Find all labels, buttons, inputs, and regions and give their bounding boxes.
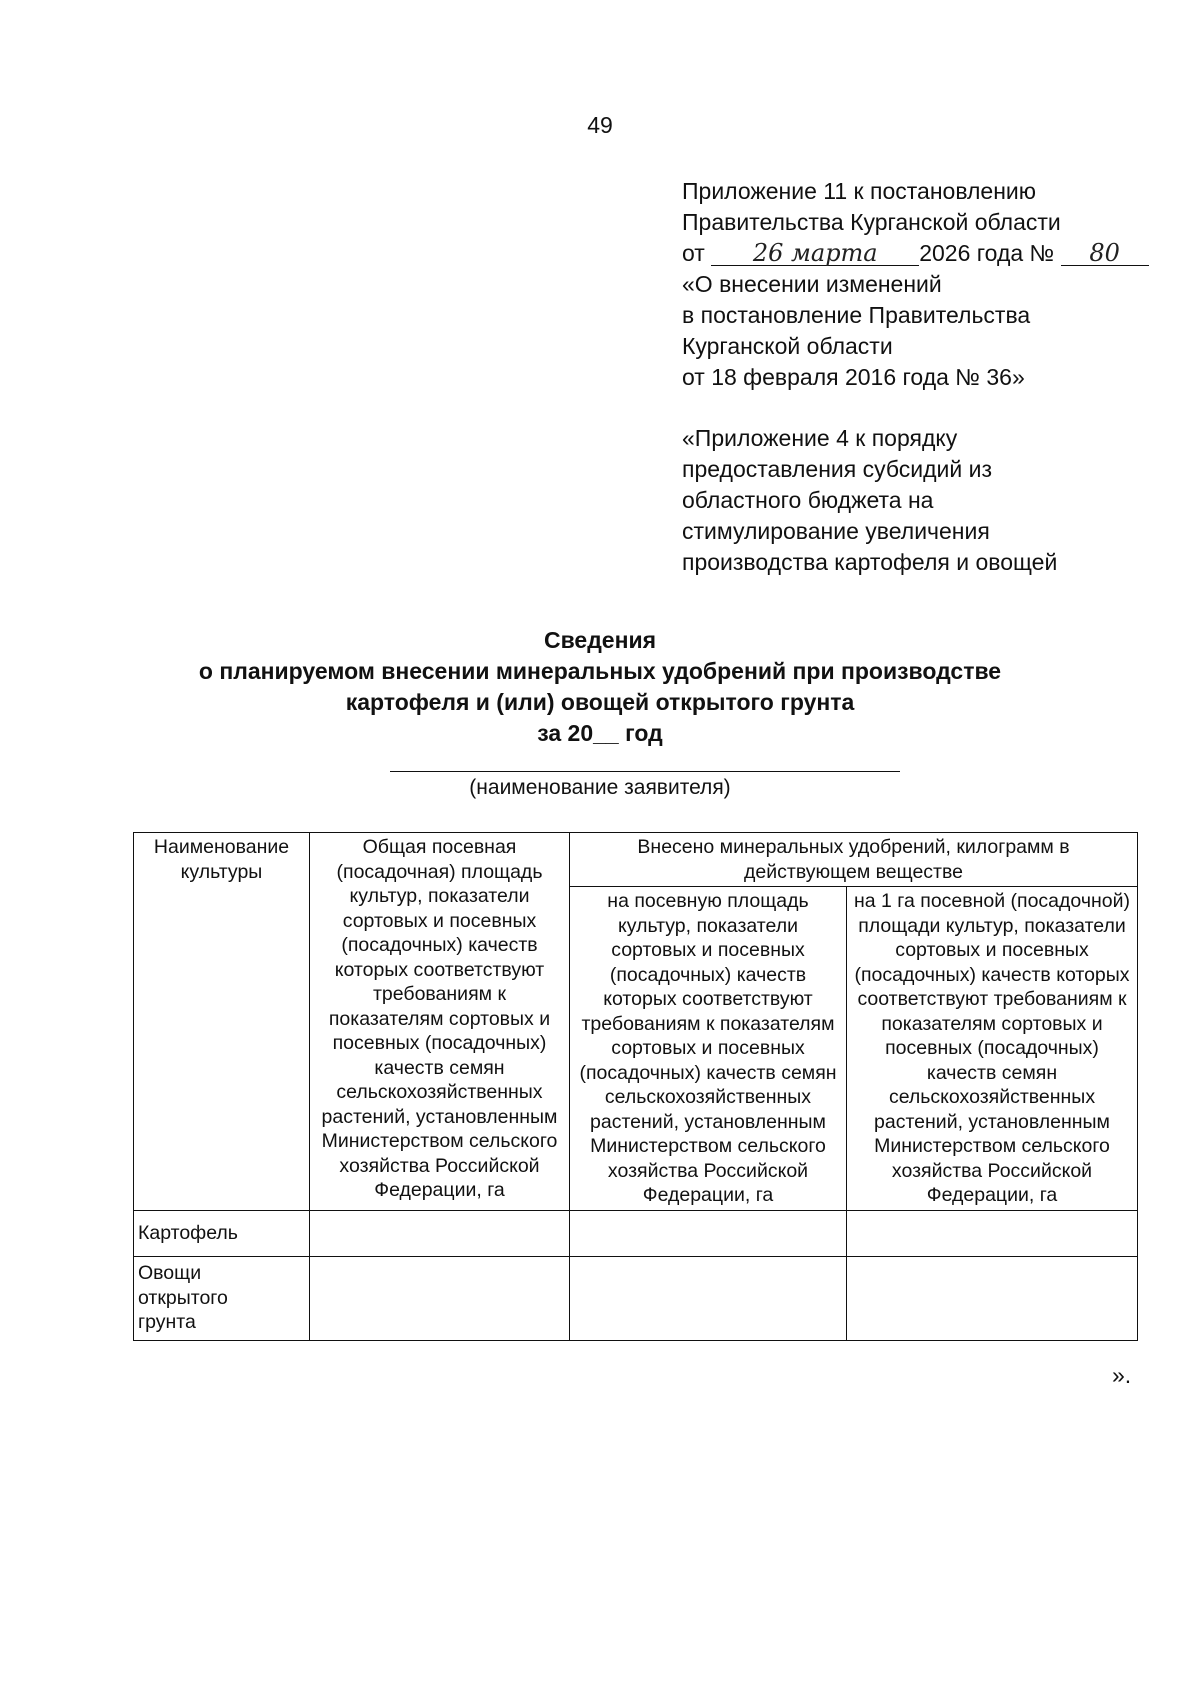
appendix-line-5: в постановление Правительства (682, 302, 1031, 328)
fertilizer-table (133, 832, 1138, 1341)
table-row (134, 1210, 1138, 1256)
applicant-name-line (390, 771, 900, 772)
header-total-area: Общая посевная (посадочная) площадь культур, показатели сортовых и посевных (посадочных) качеств которых соответствуют требованиям к показателям сортовых и посевных (посадочных) качеств семян сельскохозяйственных растений, установленным Министерством сельского хозяйства Российской Федерации, га (310, 833, 570, 1211)
appendix-line-6: Курганской области (682, 333, 893, 359)
header-row-1 (134, 833, 1138, 887)
title-line-4: за 20__ год (537, 720, 663, 746)
title-line-3: картофеля и (или) овощей открытого грунта (345, 689, 855, 715)
handwritten-date: 26 марта (711, 241, 919, 266)
appendix-line-2: Правительства Курганской области (682, 209, 1061, 235)
title-line-2: о планируемом внесении минеральных удобрений при производстве (198, 658, 1002, 684)
closing-quote: ». (1112, 1362, 1132, 1388)
appendix-line-4: «О внесении изменений (682, 271, 942, 297)
applicant-caption: (наименование заявителя) (469, 776, 731, 799)
title-line-1: Сведения (543, 627, 657, 653)
order-appendix-line-1: «Приложение 4 к порядку (682, 425, 958, 451)
appendix-block (682, 176, 1182, 578)
row-label (134, 1256, 310, 1340)
header-fertilizer-per-ha: на 1 га посевной (посадочной) площади культур, показатели сортовых и посевных (посадочных) качеств которых соответствуют требованиям к показателям сортовых и посевных (посадочных) качеств семян сельскохозяйственных растений, установленным Министерством сельского хозяйства Российской Федерации, га (847, 887, 1138, 1211)
handwritten-number: 80 (1061, 241, 1149, 266)
header-fertilizer-group: Внесено минеральных удобрений, килограмм в действующем веществе (570, 833, 1138, 887)
date-prefix: от (682, 240, 705, 266)
page-number: 49 (587, 112, 613, 138)
table-cell[interactable] (847, 1210, 1138, 1256)
header-fertilizer-total: на посевную площадь культур, показатели сортовых и посевных (посадочных) качеств которых соответствуют требованиям к показателям сортовых и посевных (посадочных) качеств семян сельскохозяйственных растений, установленным Министерством сельского хозяйства Российской Федерации, га (570, 887, 847, 1211)
order-appendix-line-3: областного бюджета на (682, 487, 934, 513)
table-cell[interactable] (310, 1256, 570, 1340)
row-label-text: Овощи открытого грунта (138, 1262, 228, 1334)
order-appendix-line-5: производства картофеля и овощей (682, 549, 1058, 575)
header-crop-name: Наименование культуры (134, 833, 310, 1211)
date-year: 2026 года № (919, 240, 1055, 266)
appendix-line-1: Приложение 11 к постановлению (682, 178, 1037, 204)
document-title (0, 625, 1200, 749)
table-cell[interactable] (570, 1256, 847, 1340)
table-cell[interactable] (310, 1210, 570, 1256)
table-cell[interactable] (570, 1210, 847, 1256)
appendix-line-7: от 18 февраля 2016 года № 36» (682, 364, 1025, 390)
appendix-date-line (682, 238, 1182, 269)
table-row (134, 1256, 1138, 1340)
order-appendix-line-4: стимулирование увеличения (682, 518, 990, 544)
row-label: Картофель (134, 1210, 310, 1256)
table-cell[interactable] (847, 1256, 1138, 1340)
order-appendix-line-2: предоставления субсидий из (682, 456, 993, 482)
